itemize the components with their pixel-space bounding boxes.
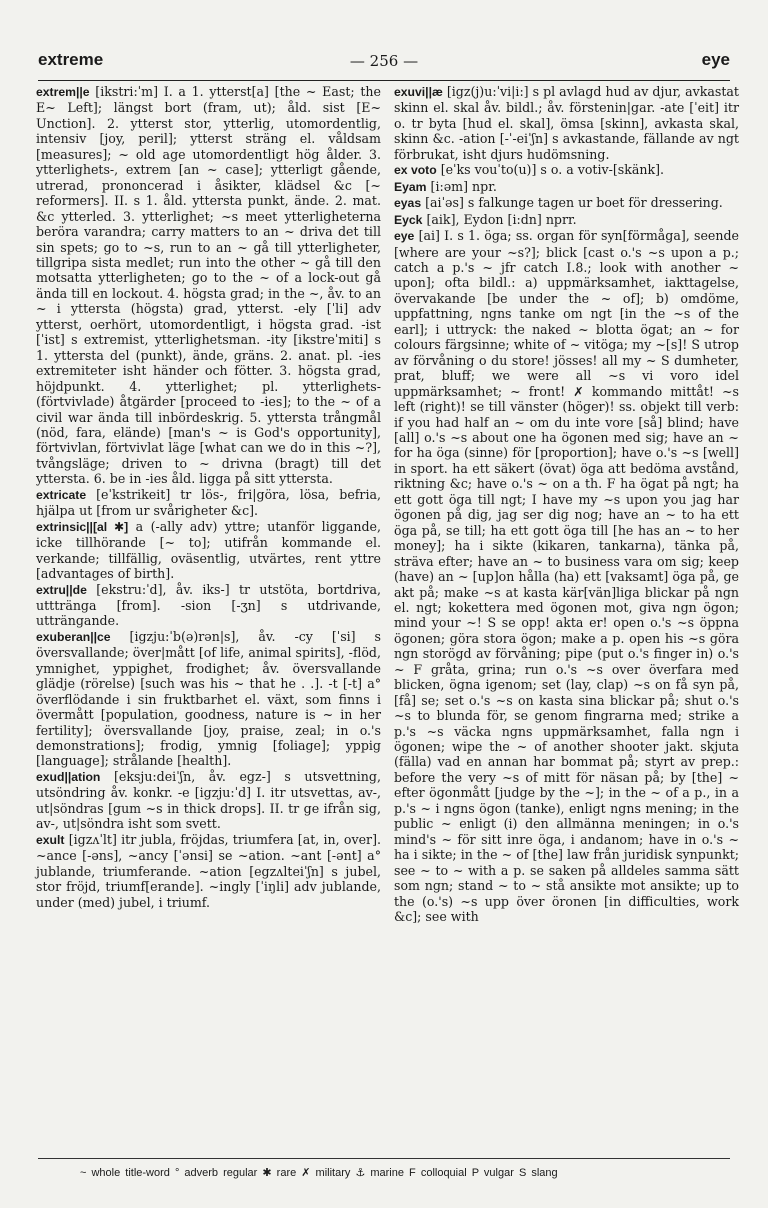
entry-definition: [ekstru:ˈd], åv. iks-] tr utstöta, bortdriva, utttränga [from]. -sion [-ʒn] s utdrivande, utträngande. [36, 581, 381, 629]
dictionary-entry [394, 228, 739, 924]
dictionary-entry [36, 519, 381, 582]
dictionary-entry [36, 84, 381, 487]
entry-definition: [ai] I. s 1. öga; ss. organ för syn[förmåga], seende [where are your ~s?]; blick [cast o.'s ~s upon a p.; catch a p.'s ~ jfr catch I.8.; look with another ~ upon]; ofta bildl.: a) uppmärksamhet, iakttagelse, övervakande [be under the ~ of]; b) omdöme, uppfattning, ngns tanke om ngt [in the ~s of the earl]; i uttryck: the naked ~ blotta ögat; an ~ for colours färgsinne; white of ~ vitöga; my ~[s]! S utrop av förvåning o du store! jösses! all my ~ S dumheter, prat, bluff; we were all ~s vi voro idel uppmärksamhet; ~ front! ✗ kommando mittåt! ~s left (right)! se till vänster (höger)! ss. objekt till verb: if you had half an ~ om du inte vore [så] blind; have [all] o.'s ~s about one ha ögonen med sig; have an ~ for ha öga (sinne) för [proportion]; have o.'s ~s [well] in sport. ha ett säkert (övat) öga att bedöma avstånd, riktning &c; have o.'s ~ on a th. F ha ögat på ngt; ha ett gott öga till ngt; I have my ~s upon you jag har ögonen på dig, jag ser dig nog; have an ~ to ha ett öga på, se till; ha ett gott öga till [he has an ~ to her money]; ha i sikte (kikaren, tankarna), tänka på, sträva efter; have an ~ to business vara om sig; keep (have) an ~ [up]on hålla (ha) ett [vaksamt] öga på, ge akt på; make ~s at kasta kär[vän]liga blickar på ngn el. ngt; kokettera med ögonen mot, giva ngn ögon; mind your ~! S se opp! akta er! open o.'s ~s öppna ögonen; göra stora ögon; make a p. open his ~s göra ngn storögd av förvåning; pipe (put o.'s finger in) o.'s ~ F gråta, grina; run o.'s ~s over överfara med blicken, ögna igenom; set (lay, clap) ~s on få syn på, [få] se; set o.'s ~s on kasta sina blickar på; shut o.'s ~s to blunda för, se genom fingrarna med; strike a p.'s ~s väcka ngns uppmärksamhet, falla ngn i ögonen; wipe the ~ of another shooter jakt. skjuta (fälla) vad en annan har bommat på; styrt av prep.: before the very ~s of mitt för näsan på; by [the] ~ efter ögonmått [judge by the ~]; in the ~ of a p., in a p.'s ~ i ngns ögon (tanke), enligt ngns mening; in the public ~ enligt (i) den allmänna meningen; in o.'s mind's ~ för sitt inre öga, i andanom; have in o.'s ~ ha i sikte; in the ~ of [the] law från juridisk synpunkt; see ~ to ~ with a p. se saken på alldeles samma sätt som ngn; stand ~ to ~ stå ansikte mot ansikte; up to the (o.'s) ~s upp över öronen [in difficulties, work &c]; see with [394, 228, 739, 925]
entry-definition: [eˈks vouˈto(u)] s o. a votiv-[skänk]. [440, 162, 665, 178]
entry-headword: eye [394, 229, 415, 244]
entry-definition: [igz(j)u:ˈvi|i:] s pl avlagd hud av djur, avkastat skinn el. skal åv. bildl.; åv. förstenin|gar. -ate [ˈeit] itr o. tr byta [hud el. skal], ömsa [skinn], avkasta skal, skinn &c. -ation [-ˈ-eiˈʃn] s avkastande, fällande av ngt förbrukat, isht djurs hudömsning. [394, 84, 739, 162]
entry-definition: a (-ally adv) yttre; utanför liggande, icke tillhörande [~ to]; utifrån kommande el. verkande; tillfällig, oväsentlig, utvärtes, rent yttre [advantages of birth]. [36, 518, 381, 582]
entry-definition: [igzju:ˈb(ə)rən|s], åv. -cy [ˈsi] s översvallande; över|mått [of life, animal spirits], -flöd, ymnighet, yppighet, frodighet; åv. översvallande glädje (rörelse) [such was his ~ that he . .]. -t [-t] a° överflödande i sin fruktbarhet el. växt, som finns i övermått [population, goodness, nature is ~ in her fertility]; översvallande [joy, praise, zeal; in o.'s demonstrations]; frodig, ymnig [foliage]; yppig [language]; strålande [health]. [36, 628, 381, 769]
left-column [36, 84, 381, 910]
entry-definition: [igzʌˈlt] itr jubla, fröjdas, triumfera [at, in, over]. ~ance [-əns], ~ancy [ˈənsi] se ~ation. ~ant [-ənt] a° jublande, triumferande. ~ation [egzʌlteiˈʃn] s jubel, stor fröjd, triumf[erande]. ~ingly [ˈiŋli] adv jublande, under (med) jubel, i triumf. [36, 831, 381, 910]
dictionary-entry [394, 84, 739, 162]
dictionary-entry [36, 832, 381, 910]
entry-definition: [ikstri:ˈm] I. a 1. ytterst[a] [the ~ East; the E~ Left]; längst bort (fram, ut); åld. sist [E~ Unction]. 2. ytterst stor, ytterlig, utomordentlig, intensiv [joy, peril]; ytterst sträng el. våldsam [measures]; ~ old age utomordentligt hög ålder. 3. ytterlighets-, extrem [an ~ case]; ytterligt gående, utrerad, prononcerad i åsikter, klädsel &c [~ reformers]. II. s 1. åld. yttersta punkt, ände. 2. mat. &c ytterled. 3. ytterlighet; ~s meet ytterligheterna beröra varandra; carry matters to an ~ driva det till sin spets; go to ~s, run to an ~ gå till ytterligheter, tillgripa sista medlet; run into the other ~ gå till den motsatta ytterligheten; go to the ~ of a lock-out gå ända till en lockout. 4. högsta grad; in the ~, åv. to an ~ i yttersta (högsta) grad, ytterst. -ely [ˈli] adv ytterst, oerhört, utomordentligt, i högsta grad. -ist [ˈist] s extremist, ytterlighetsman. -ity [ikstreˈmiti] s 1. yttersta del (punkt), ände, gräns. 2. anat. pl. -ies extremiteter isht händer och fötter. 3. högsta grad, höjdpunkt. 4. ytterlighet; pl. ytterlighets- (förtvivlade) åtgärder [proceed to -ies]; to the ~ of a civil war ända till inbördeskrig. 5. yttersta trångmål (nöd, fara, elände) [man's ~ is God's opportunity], förtvivlan, förtvivlat läge [what can we do in this ~?], tvångsläge; driven to ~ drivna (bragt) till det yttersta. 6. be in -ies åld. ligga på sitt yttersta. [36, 84, 381, 487]
header-last-word: eye [701, 50, 730, 69]
dictionary-entry [394, 212, 739, 228]
entry-headword: eyas [394, 196, 422, 211]
entry-headword: ex voto [394, 163, 437, 178]
entry-definition: [i:əm] npr. [430, 178, 497, 194]
header-first-word: extreme [38, 50, 104, 69]
abbreviation-legend: ~ whole title-word ° adverb regular ✱ rare ✗ military ⚓ marine F colloquial P vulgar S slang [80, 1167, 558, 1179]
entry-headword: Eyck [394, 212, 423, 227]
entry-headword: exuvi||æ [394, 85, 443, 99]
entry-headword: extricate [36, 487, 87, 502]
dictionary-entry [36, 582, 381, 629]
entry-headword: Eyam [394, 179, 427, 194]
header-rule [38, 80, 730, 81]
entry-headword: extrem||e [36, 85, 90, 99]
dictionary-entry [36, 629, 381, 769]
entry-headword: exult [36, 832, 65, 847]
dictionary-entry [36, 769, 381, 832]
dictionary-entry [36, 487, 381, 519]
entry-headword: extru||de [36, 582, 87, 597]
entry-definition: [eksju:deiˈʃn, åv. egz-] s utsvettning, utsöndring åv. konkr. -e [igzju:ˈd] I. itr utsvettas, av-, ut|söndras [gum ~s in thick drops]. II. tr ge ifrån sig, av-, ut|söndra isht som svett. [36, 768, 381, 832]
page-number: — 256 — [349, 52, 419, 70]
entry-definition: [eˈkstrikeit] tr lös-, fri|göra, lösa, befria, hjälpa ut [from ur svårigheter &c]. [36, 486, 381, 519]
entry-headword: exuberan||ce [36, 629, 111, 644]
dictionary-entry [394, 179, 739, 195]
footer-rule [38, 1158, 730, 1159]
dictionary-entry [394, 162, 739, 178]
entry-definition: [aiˈəs] s falkunge tagen ur boet för dressering. [425, 195, 723, 211]
page-header [38, 50, 730, 78]
right-column [394, 84, 739, 924]
entry-definition: [aik], Eydon [i:dn] nprr. [426, 211, 577, 227]
dictionary-entry [394, 195, 739, 211]
entry-headword: exud||ation [36, 769, 101, 784]
entry-headword: extrinsic||[al ✱] [36, 519, 129, 534]
